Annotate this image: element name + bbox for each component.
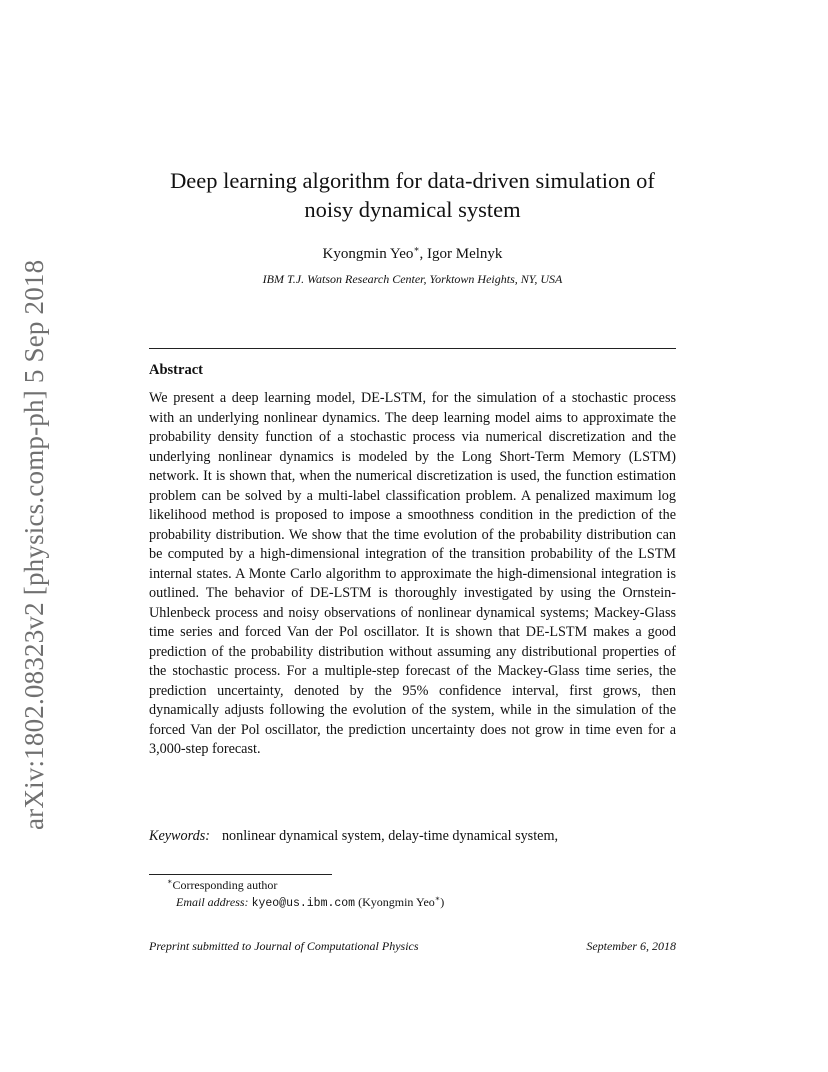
keywords-text: nonlinear dynamical system, delay-time dynamical system, bbox=[221, 828, 559, 844]
arxiv-identifier-text: arXiv:1802.08323v2 [physics.comp-ph] 5 Sep 2018 bbox=[19, 259, 49, 830]
email-owner-close: ) bbox=[440, 895, 445, 909]
footnote-corresponding bbox=[167, 877, 277, 893]
author-separator: , bbox=[419, 246, 428, 262]
footnote-corresponding-text: Corresponding author bbox=[172, 878, 278, 892]
corresponding-mark: ∗ bbox=[413, 244, 420, 254]
title-line-1: Deep learning algorithm for data-driven simulation of bbox=[170, 168, 655, 193]
footnote-mark: ∗ bbox=[167, 877, 173, 886]
footnote-email bbox=[176, 894, 444, 910]
paper-title bbox=[149, 166, 676, 224]
footnote-rule bbox=[149, 874, 332, 875]
email-owner-mark: ∗ bbox=[434, 894, 441, 903]
preprint-note: Preprint submitted to Journal of Computational Physics bbox=[149, 939, 419, 953]
title-line-2: noisy dynamical system bbox=[304, 197, 521, 222]
email-address[interactable]: kyeo@us.ibm.com bbox=[251, 897, 356, 910]
email-owner: (Kyongmin Yeo bbox=[358, 895, 435, 909]
author-name: Igor Melnyk bbox=[427, 246, 503, 262]
abstract-heading: Abstract bbox=[149, 362, 203, 378]
author-list bbox=[149, 244, 676, 263]
email-label: Email address: bbox=[176, 895, 249, 909]
preprint-date: September 6, 2018 bbox=[586, 939, 676, 953]
abstract-text: We present a deep learning model, DE-LSTM, for the simulation of a stochastic process with an underlying nonlinear dynamics. The deep learning model aims to approximate the probability density function of a stochastic process via numerical discretization and the underlying nonlinear dynamics is modeled by the Long Short-Term Memory (LSTM) network. It is shown that, when the numerical discretization is used, the function estimation problem can be solved by a multi-label classification problem. A penalized maximum log likelihood method is proposed to impose a smoothness condition in the prediction of the probability distribution. We show that the time evolution of the probability distribution can be computed by a high-dimensional integration of the transition probability of the LSTM internal states. A Monte Carlo algorithm to approximate the high-dimensional integration is outlined. The behavior of DE-LSTM is thoroughly investigated by using the Ornstein-Uhlenbeck process and noisy observations of nonlinear dynamical systems; Mackey-Glass time series and forced Van der Pol oscillator. It is shown that DE-LSTM makes a good prediction of the probability distribution without assuming any distributional properties of the stochastic process. For a multiple-step forecast of the Mackey-Glass time series, the prediction uncertainty, denoted by the 95% confidence interval, first grows, then dynamically adjusts following the evolution of the system, while in the simulation of the forced Van der Pol oscillator, the prediction uncertainty does not grow in time even for a 3,000-step forecast. bbox=[149, 390, 676, 757]
keywords bbox=[149, 828, 558, 845]
author-name: Kyongmin Yeo bbox=[322, 246, 414, 262]
keywords-label: Keywords: bbox=[149, 828, 210, 844]
affiliation: IBM T.J. Watson Research Center, Yorktown Heights, NY, USA bbox=[262, 272, 563, 286]
abstract-top-rule bbox=[149, 348, 676, 349]
